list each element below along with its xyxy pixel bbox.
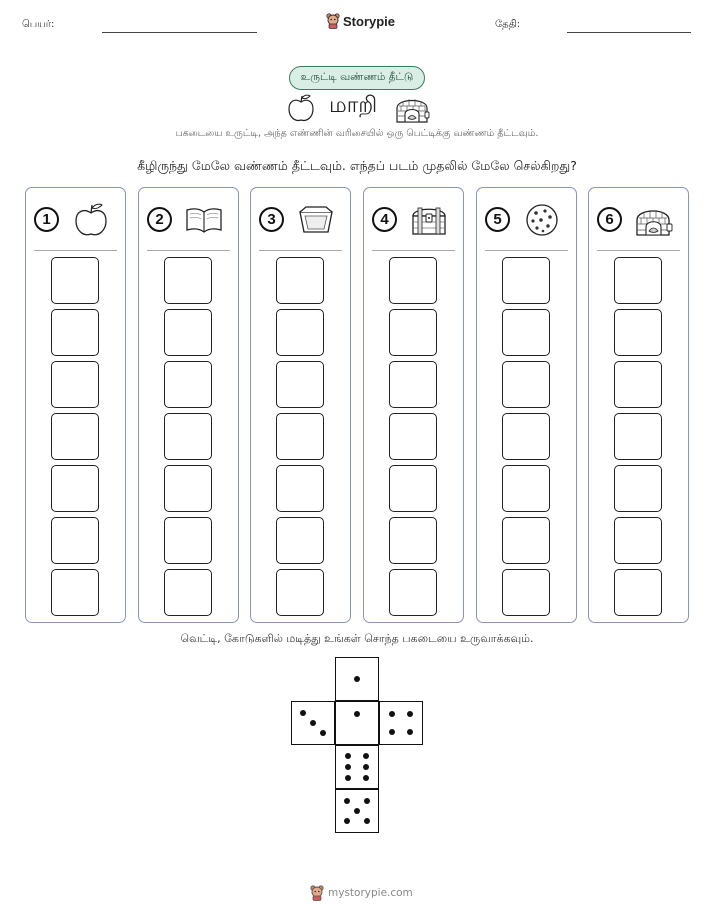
column-2	[138, 187, 239, 623]
column-number: 6	[597, 207, 622, 232]
title-badge: உருட்டி வண்ணம் தீட்டு	[289, 66, 425, 90]
column-header	[477, 202, 576, 238]
color-box[interactable]	[389, 517, 437, 564]
color-box[interactable]	[276, 257, 324, 304]
name-line[interactable]	[102, 32, 257, 33]
pip	[344, 818, 350, 824]
apple-icon	[71, 202, 111, 238]
color-box[interactable]	[276, 309, 324, 356]
color-box[interactable]	[614, 569, 662, 616]
pip	[354, 711, 360, 717]
color-box[interactable]	[164, 517, 212, 564]
question: கீழிருந்து மேலே வண்ணம் தீட்டவும். எந்தப் படம் முதலில் மேலே செல்கிறது?	[137, 158, 577, 173]
pip	[354, 808, 360, 814]
column-4	[363, 187, 464, 623]
treasure-chest-icon	[409, 202, 449, 238]
color-box[interactable]	[164, 361, 212, 408]
column-divider	[372, 250, 455, 251]
pip	[364, 818, 370, 824]
column-divider	[259, 250, 342, 251]
date-line[interactable]	[567, 32, 691, 33]
column-divider	[147, 250, 230, 251]
column-number: 1	[34, 207, 59, 232]
column-divider	[34, 250, 117, 251]
die-face-1	[335, 657, 379, 701]
color-box[interactable]	[502, 361, 550, 408]
title-row	[0, 91, 714, 125]
column-number: 3	[259, 207, 284, 232]
box-icon	[296, 202, 336, 238]
color-box[interactable]	[164, 465, 212, 512]
oven-icon	[634, 202, 674, 238]
color-box[interactable]	[389, 309, 437, 356]
color-box[interactable]	[502, 517, 550, 564]
bear-logo-icon	[326, 13, 340, 29]
column-header	[139, 202, 238, 238]
die-face-4	[379, 701, 423, 745]
color-box[interactable]	[164, 569, 212, 616]
color-box[interactable]	[276, 413, 324, 460]
color-box[interactable]	[502, 569, 550, 616]
pip	[364, 798, 370, 804]
color-box[interactable]	[276, 465, 324, 512]
color-box[interactable]	[389, 413, 437, 460]
pip	[345, 775, 351, 781]
pip	[310, 720, 316, 726]
color-box[interactable]	[502, 309, 550, 356]
pip	[407, 729, 413, 735]
color-box[interactable]	[614, 413, 662, 460]
color-box[interactable]	[502, 465, 550, 512]
pip	[354, 676, 360, 682]
color-box[interactable]	[614, 517, 662, 564]
die-face-5	[335, 789, 379, 833]
column-6	[588, 187, 689, 623]
pip	[389, 711, 395, 717]
color-box[interactable]	[51, 569, 99, 616]
color-box[interactable]	[51, 309, 99, 356]
brand-logo	[326, 13, 395, 29]
color-box[interactable]	[164, 257, 212, 304]
pip	[345, 764, 351, 770]
column-number: 4	[372, 207, 397, 232]
color-box[interactable]	[51, 413, 99, 460]
book-icon	[184, 202, 224, 238]
pip	[320, 730, 326, 736]
apple-icon	[287, 93, 315, 123]
name-label: பெயர்:	[22, 19, 55, 30]
pip	[407, 711, 413, 717]
date-label: தேதி:	[495, 19, 521, 30]
column-5	[476, 187, 577, 623]
color-box[interactable]	[614, 257, 662, 304]
color-box[interactable]	[614, 361, 662, 408]
column-header	[364, 202, 463, 238]
cookie-icon	[522, 202, 562, 238]
cut-instruction: வெட்டி, கோடுகளில் மடித்து உங்கள் சொந்த பகடையை உருவாக்கவும்.	[180, 632, 534, 645]
column-number: 2	[147, 207, 172, 232]
color-box[interactable]	[614, 309, 662, 356]
footer	[310, 885, 413, 901]
column-divider	[485, 250, 568, 251]
column-3	[250, 187, 351, 623]
footer-url[interactable]: mystorypie.com	[328, 887, 413, 899]
color-box[interactable]	[276, 361, 324, 408]
color-box[interactable]	[389, 569, 437, 616]
bear-logo-icon	[310, 885, 324, 901]
title-word: மாறி	[329, 93, 378, 118]
color-box[interactable]	[276, 569, 324, 616]
color-box[interactable]	[51, 257, 99, 304]
column-header	[251, 202, 350, 238]
color-box[interactable]	[276, 517, 324, 564]
pip	[345, 753, 351, 759]
color-box[interactable]	[51, 361, 99, 408]
color-box[interactable]	[389, 465, 437, 512]
instructions: பகடையை உருட்டி, அந்த எண்ணின் வரிசையில் ஒரு பெட்டிக்கு வண்ணம் தீட்டவும்.	[175, 128, 539, 139]
pip	[389, 729, 395, 735]
color-box[interactable]	[502, 257, 550, 304]
color-box[interactable]	[389, 257, 437, 304]
color-box[interactable]	[502, 413, 550, 460]
column-header	[589, 202, 688, 238]
pip	[363, 775, 369, 781]
color-box[interactable]	[164, 309, 212, 356]
pip	[300, 710, 306, 716]
pip	[344, 798, 350, 804]
color-box[interactable]	[389, 361, 437, 408]
color-box[interactable]	[614, 465, 662, 512]
die-face-3	[291, 701, 335, 745]
die-face-1	[335, 701, 379, 745]
pip	[363, 753, 369, 759]
pip	[363, 764, 369, 770]
color-box[interactable]	[164, 413, 212, 460]
color-box[interactable]	[51, 517, 99, 564]
column-number: 5	[485, 207, 510, 232]
column-header	[26, 202, 125, 238]
column-1	[25, 187, 126, 623]
oven-icon	[394, 92, 430, 124]
column-divider	[597, 250, 680, 251]
color-box[interactable]	[51, 465, 99, 512]
brand-name: Storypie	[343, 13, 396, 29]
die-face-6	[335, 745, 379, 789]
